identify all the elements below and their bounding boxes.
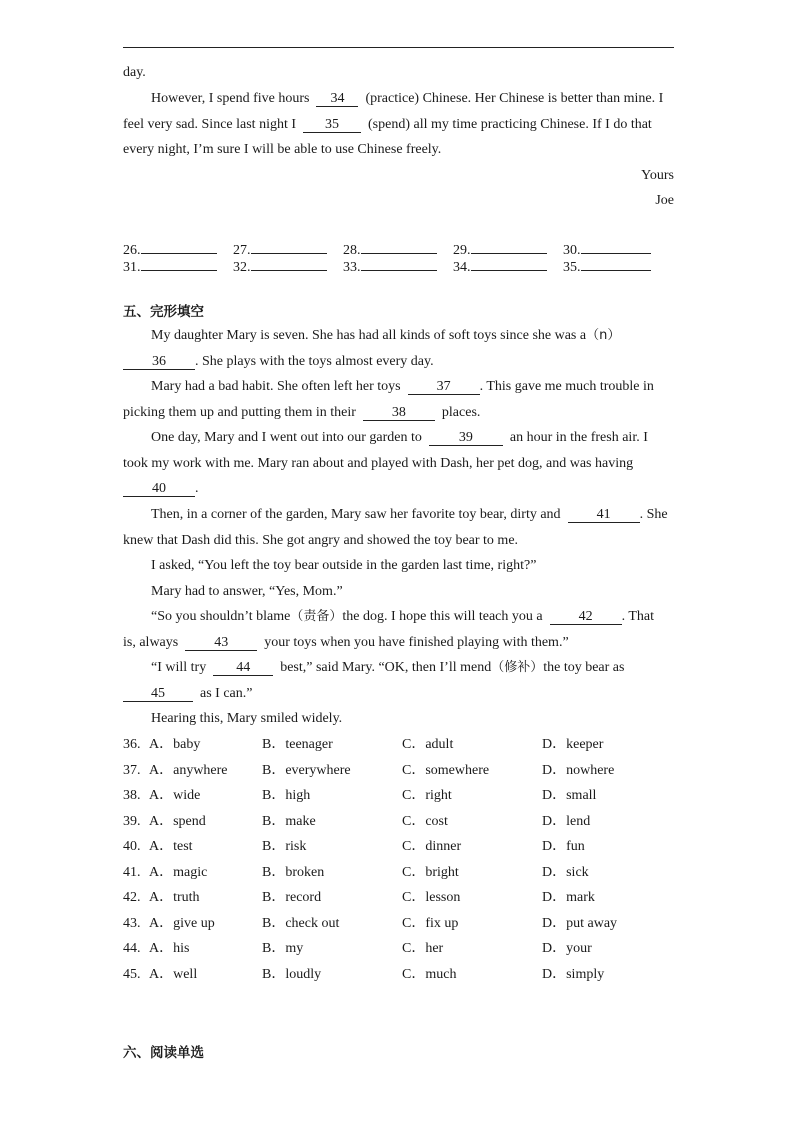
option-d: D．put away xyxy=(542,916,618,931)
letter-closing: Yours xyxy=(641,168,674,183)
option-c: C．much xyxy=(402,967,457,982)
option-d: D．nowhere xyxy=(542,763,615,778)
letter-prev-line: day. xyxy=(123,65,146,80)
option-a: A．anywhere xyxy=(149,763,228,778)
option-b: B．broken xyxy=(262,865,325,880)
passage-line: 36 . She plays with the toys almost every day. xyxy=(123,353,434,371)
option-d: D．your xyxy=(542,941,592,956)
option-c: C．right xyxy=(402,788,452,803)
passage-line: Mary had to answer, “Yes, Mom.” xyxy=(151,584,343,599)
option-b: B．everywhere xyxy=(262,763,351,778)
answer-line: 31. xyxy=(123,257,217,276)
option-d: D．keeper xyxy=(542,737,604,752)
option-b: B．make xyxy=(262,814,316,829)
option-b: B．teenager xyxy=(262,737,333,752)
passage-line: Mary had a bad habit. She often left her toys 37 . This gave me much trouble in xyxy=(151,379,654,394)
answer-line: 30. xyxy=(563,240,651,259)
blank-41: 41 xyxy=(568,507,640,523)
option-d: D．small xyxy=(542,788,597,803)
blank-34: 34 xyxy=(316,91,358,107)
passage-line: My daughter Mary is seven. She has had all kinds of soft toys since she was a（n） xyxy=(151,328,621,343)
option-d: D．simply xyxy=(542,967,605,982)
section-title: 六、阅读单选 xyxy=(123,1045,204,1061)
option-a: A．well xyxy=(149,967,198,982)
option-d: D．lend xyxy=(542,814,591,829)
document-page: day. However, I spend five hours 34 (practice) Chinese. Her Chinese is better than mine. I feel very sad. Since last night I 35 (spend) all my time practicing Chinese. If I do that every night, I’m sure I will be able to use Chinese freely. Yours Joe 26. 27. 28. 29. 30. 31. 32. 33. 34. 35. 五、完形填空 My daughter Mary is seven. She has had all kinds of soft toys since she was a（n） 36 . She plays with the toys almost every day. Mary had a bad habit. She often left her toys 37 . This gave me much trouble in picking them up and putting them in their 38 places. One day, Mary and I went out into our garden to 39 an hour in the fresh air. I took my work with me. Mary ran about and played with Dash, her pet dog, and was having 40 . Then, in a corner of the garden, Mary saw her favorite toy bear, dirty and 41 . She knew that Dash did this. She got angry and showed the toy bear to me. I asked, “You left the toy bear outside in the garden last time, right?” Mary had to answer, “Yes, Mom.” “So you shouldn’t blame（责备）the dog. I hope this will teach you a 42 . That is, always 43 your toys when you have finished playing with them.” “I will try 44 best,” said Mary. “OK, then I’ll mend（修补）the toy bear as 45 as I can.” Hearing this, Mary smiled widely. 36. A．baby B．teenager C．adult D．keeper 37. A．anywhere B．everywhere C．somewhere D．nowhere 38. A．wide B．high C．right D．small 39. A．spend B．make C．cost D．lend 40. A．test B．risk C．dinner D．fun 41. A．magic B．broken C．bright D．sick 42. A．truth B．record C．lesson D．mark 43. A．give up B．check out C．fix up D．put away 44. A．his B．my C．her D．your 45. A．well B．loudly C．much D．simply 六、阅读单选 xyxy=(0,0,800,1132)
passage-line: picking them up and putting them in their 38 places. xyxy=(123,405,481,420)
option-a: A．wide xyxy=(149,788,201,803)
option-c: C．dinner xyxy=(402,839,462,854)
option-a: A．give up xyxy=(149,916,215,931)
blank-43: 43 xyxy=(185,635,257,651)
header-rule xyxy=(123,47,674,48)
option-c: C．somewhere xyxy=(402,763,490,778)
option-a: A．truth xyxy=(149,890,200,905)
passage-line: knew that Dash did this. She got angry and showed the toy bear to me. xyxy=(123,533,519,548)
passage-line: “I will try 44 best,” said Mary. “OK, then I’ll mend（修补）the toy bear as xyxy=(151,660,625,675)
passage-line: I asked, “You left the toy bear outside in the garden last time, right?” xyxy=(151,558,537,573)
answer-line: 27. xyxy=(233,240,327,259)
option-b: B．risk xyxy=(262,839,307,854)
option-c: C．her xyxy=(402,941,444,956)
option-a: A．spend xyxy=(149,814,206,829)
option-b: B．loudly xyxy=(262,967,322,982)
passage-line: Then, in a corner of the garden, Mary saw her favorite toy bear, dirty and 41 . She xyxy=(151,507,668,522)
section-title: 五、完形填空 xyxy=(123,304,204,320)
option-b: B．check out xyxy=(262,916,340,931)
passage-line: 40 . xyxy=(123,480,199,498)
passage-line: Hearing this, Mary smiled widely. xyxy=(151,711,343,726)
passage-line: One day, Mary and I went out into our garden to 39 an hour in the fresh air. I xyxy=(151,430,648,445)
blank-37: 37 xyxy=(408,379,480,395)
answer-line: 32. xyxy=(233,257,327,276)
option-a: A．magic xyxy=(149,865,208,880)
option-d: D．fun xyxy=(542,839,585,854)
answer-line: 34. xyxy=(453,257,547,276)
option-c: C．bright xyxy=(402,865,459,880)
option-c: C．adult xyxy=(402,737,454,752)
passage-line: “So you shouldn’t blame（责备）the dog. I hope this will teach you a 42 . That xyxy=(151,609,654,624)
blank-39: 39 xyxy=(429,430,503,446)
blank-38: 38 xyxy=(363,405,435,421)
option-d: D．sick xyxy=(542,865,589,880)
passage-line: 45 as I can.” xyxy=(123,685,252,703)
letter-paragraph-line: feel very sad. Since last night I 35 (spend) all my time practicing Chinese. If I do that xyxy=(123,117,652,132)
answer-line: 35. xyxy=(563,257,651,276)
letter-paragraph-line: every night, I’m sure I will be able to use Chinese freely. xyxy=(123,142,442,157)
option-a: A．test xyxy=(149,839,193,854)
passage-line: took my work with me. Mary ran about and played with Dash, her pet dog, and was having xyxy=(123,456,634,471)
answer-line: 29. xyxy=(453,240,547,259)
blank-36: 36 xyxy=(123,354,195,370)
blank-45: 45 xyxy=(123,686,193,702)
passage-line: is, always 43 your toys when you have finished playing with them.” xyxy=(123,635,569,650)
answer-line: 26. xyxy=(123,240,217,259)
option-a: A．his xyxy=(149,941,190,956)
answer-line: 28. xyxy=(343,240,437,259)
option-b: B．record xyxy=(262,890,322,905)
blank-44: 44 xyxy=(213,660,273,676)
letter-signature: Joe xyxy=(655,193,674,208)
answer-line: 33. xyxy=(343,257,437,276)
option-c: C．fix up xyxy=(402,916,459,931)
option-c: C．cost xyxy=(402,814,448,829)
option-b: B．my xyxy=(262,941,304,956)
letter-paragraph-line: However, I spend five hours 34 (practice) Chinese. Her Chinese is better than mine. I xyxy=(151,91,664,106)
option-b: B．high xyxy=(262,788,311,803)
blank-35: 35 xyxy=(303,117,361,133)
blank-42: 42 xyxy=(550,609,622,625)
option-d: D．mark xyxy=(542,890,595,905)
blank-40: 40 xyxy=(123,481,195,497)
option-a: A．baby xyxy=(149,737,201,752)
option-c: C．lesson xyxy=(402,890,461,905)
